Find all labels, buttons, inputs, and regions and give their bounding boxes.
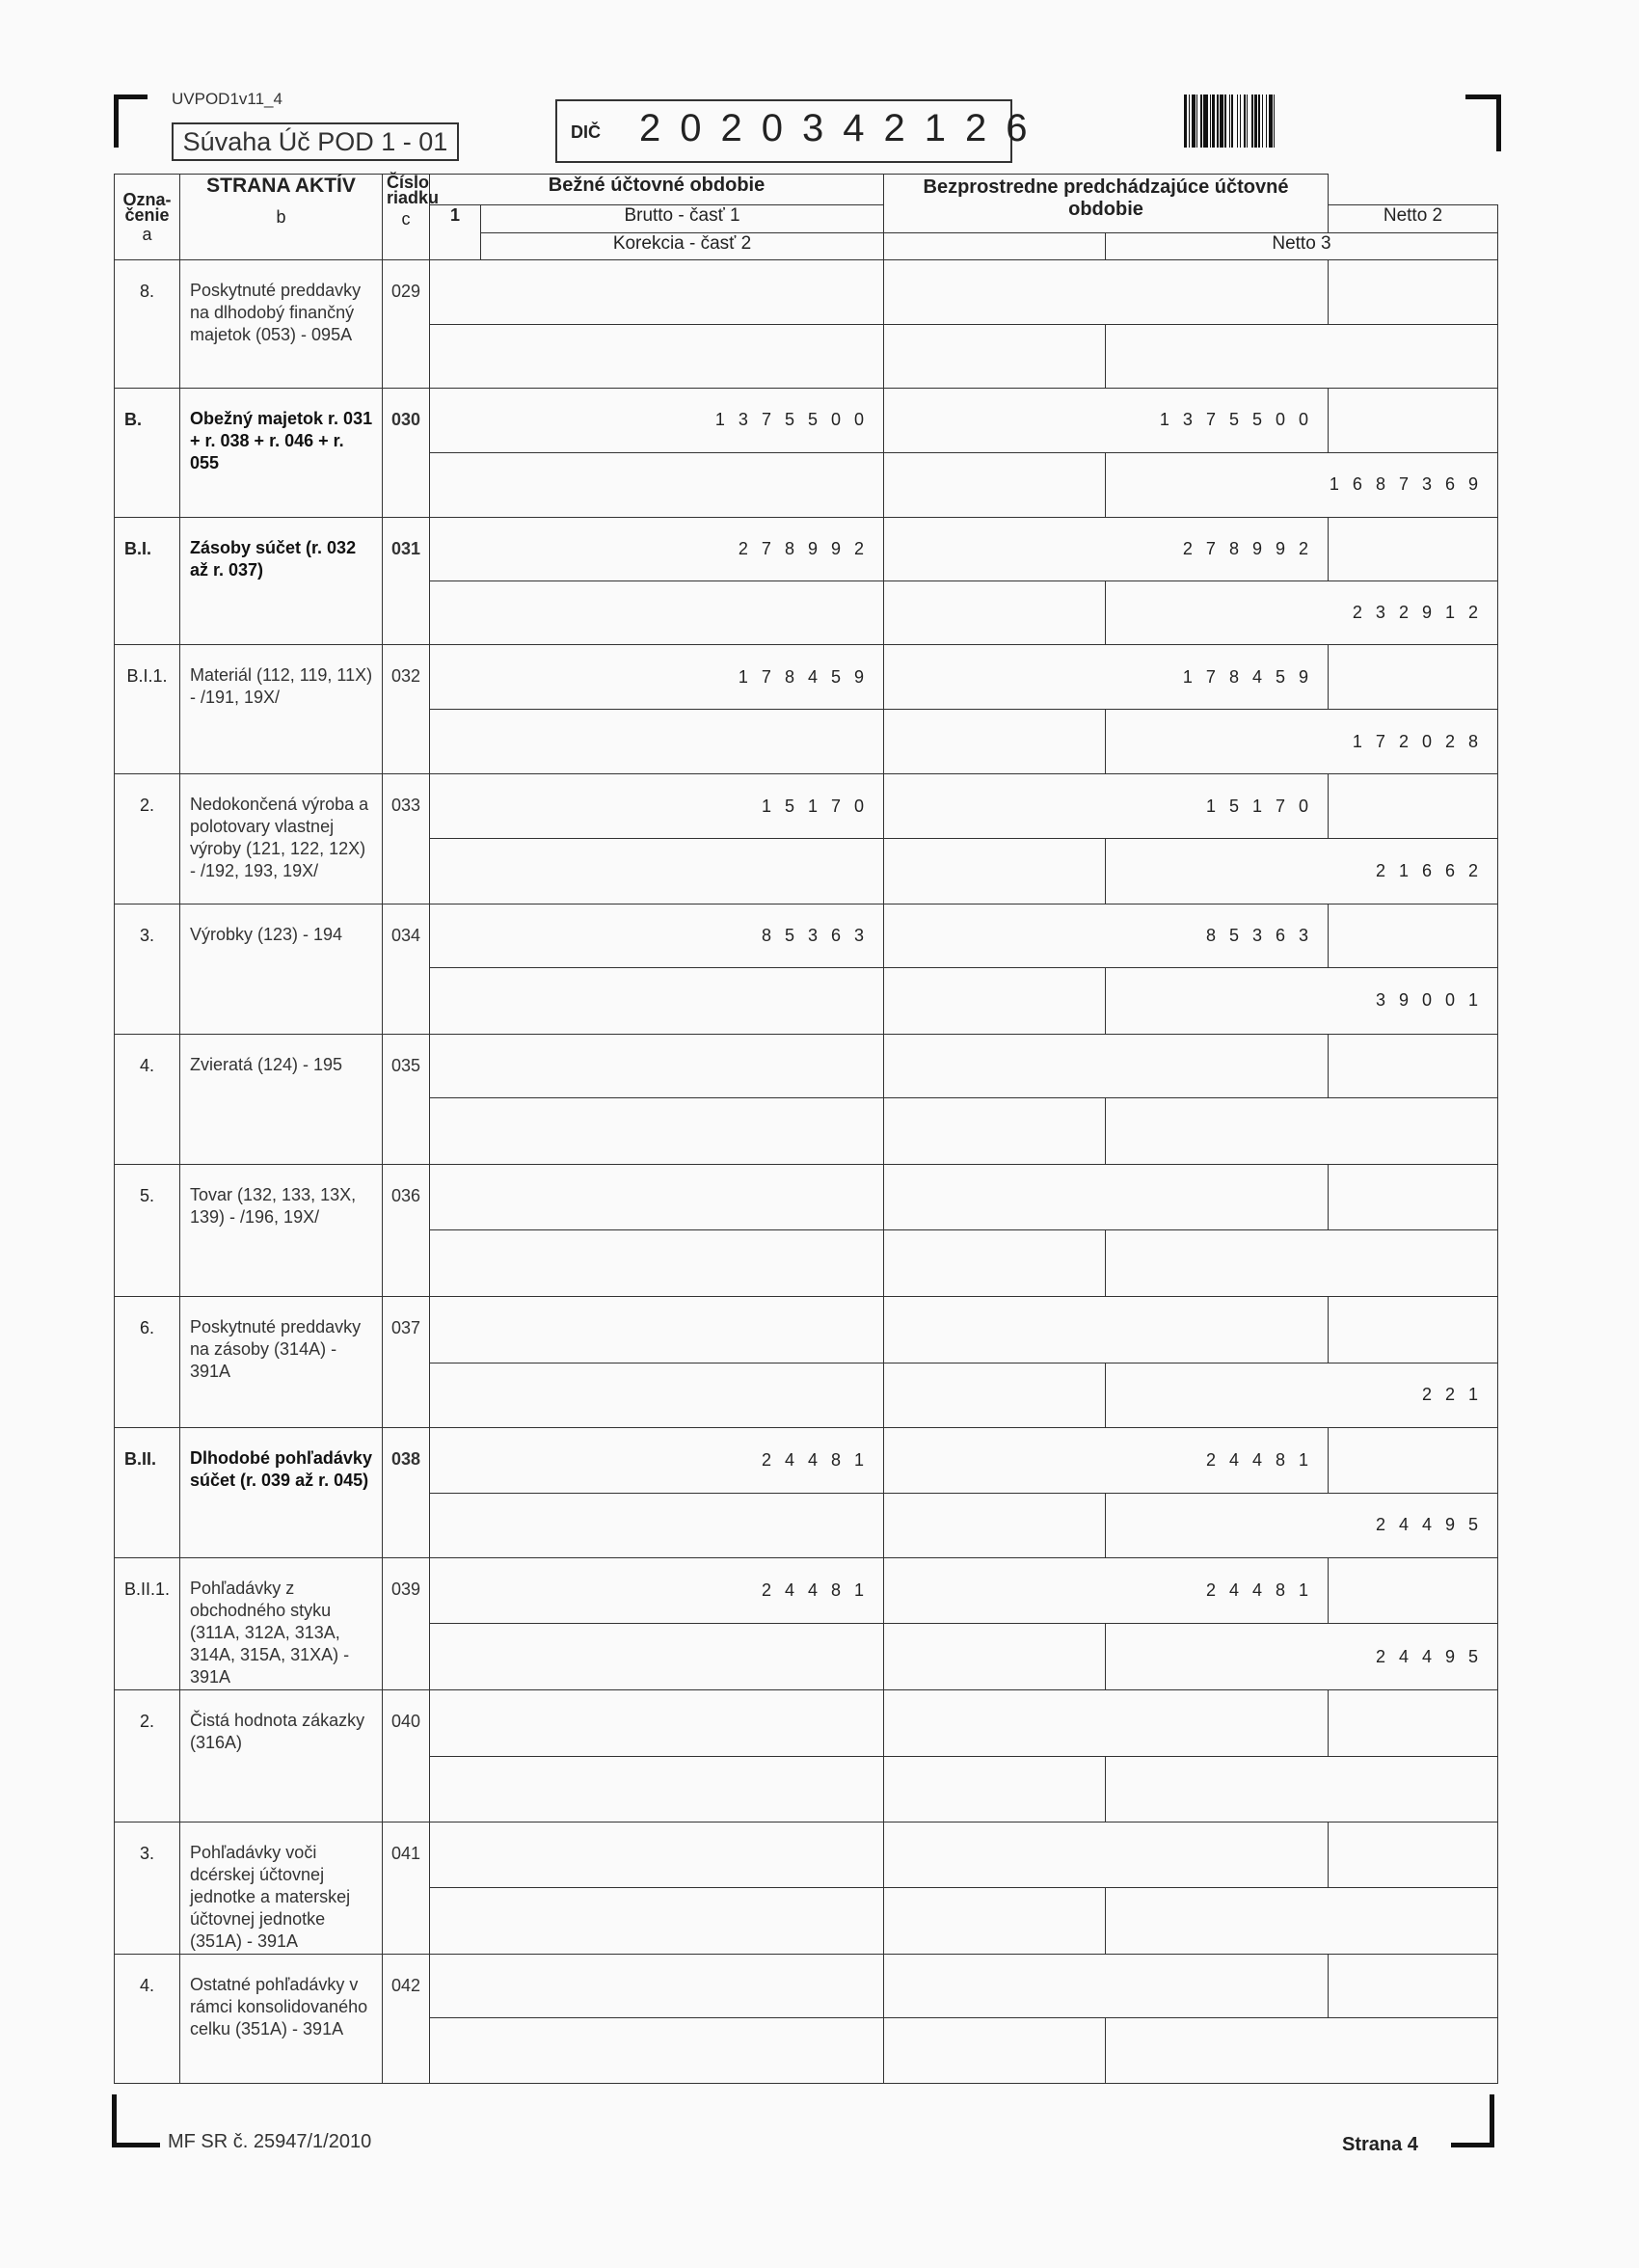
header-col-b-top: STRANA AKTÍV	[206, 175, 356, 197]
footer-reference: MF SR č. 25947/1/2010	[168, 2131, 372, 2152]
korekcia-value	[430, 968, 884, 1035]
header-col-a	[115, 175, 180, 260]
row-line-number: 037	[383, 1296, 430, 1427]
netto-blank-cell	[884, 1363, 1106, 1428]
brutto-value: 1375500	[430, 389, 884, 453]
row-label: Pohľadávky z obchodného styku (311A, 312A, 313A, 314A, 315A, 31XA) - 391A	[180, 1558, 383, 1690]
row-line-number: 035	[383, 1034, 430, 1164]
brutto-value	[430, 1296, 884, 1363]
brutto-value	[430, 1690, 884, 1757]
header-col-c	[383, 173, 440, 260]
brutto-value: 24481	[430, 1558, 884, 1624]
table-row	[115, 774, 1498, 839]
dic-label: DIČ	[571, 122, 601, 142]
korekcia-value	[430, 580, 884, 645]
table-row	[115, 260, 1498, 325]
prev-blank-cell	[1329, 1034, 1498, 1098]
brutto-value: 178459	[430, 645, 884, 710]
row-mark: 2.	[115, 774, 180, 904]
korekcia-value	[430, 452, 884, 518]
balance-sheet-table	[114, 174, 1498, 2084]
prev-blank-cell	[1329, 1428, 1498, 1494]
table-row	[115, 1822, 1498, 1888]
korekcia-value	[430, 1756, 884, 1822]
korekcia-value	[430, 2018, 884, 2084]
row-mark: B.II.1.	[115, 1558, 180, 1690]
brutto-value	[430, 1034, 884, 1098]
prev-blank-cell	[1329, 904, 1498, 968]
table-row	[115, 1296, 1498, 1363]
previous-netto-value: 172028	[1106, 709, 1498, 774]
netto-value	[884, 1164, 1329, 1230]
previous-netto-value	[1106, 1230, 1498, 1297]
row-label: Ostatné pohľadávky v rámci konsolidovaného celku (351A) - 391A	[180, 1954, 383, 2083]
brutto-value	[430, 1954, 884, 2018]
row-mark: B.	[115, 389, 180, 518]
korekcia-value	[430, 1493, 884, 1558]
row-label: Výrobky (123) - 194	[180, 904, 383, 1034]
header-previous-period: Bezprostredne predchádzajúce účtovné obdobie	[884, 175, 1329, 233]
prev-blank-cell	[1329, 1164, 1498, 1230]
table-row	[115, 1690, 1498, 1757]
row-line-number: 030	[383, 389, 430, 518]
previous-netto-value	[1106, 324, 1498, 389]
form-code: UVPOD1v11_4	[172, 90, 282, 108]
netto-blank-cell	[884, 1888, 1106, 1955]
previous-netto-value	[1106, 1888, 1498, 1955]
netto-value: 24481	[884, 1428, 1329, 1494]
netto-blank-cell	[884, 838, 1106, 904]
row-label: Poskytnuté preddavky na zásoby (314A) - 391A	[180, 1296, 383, 1427]
header-current-period: Bežné účtovné obdobie	[430, 175, 884, 205]
row-mark: B.I.1.	[115, 645, 180, 774]
header-korekcia: Korekcia - časť 2	[481, 232, 884, 259]
netto-value	[884, 1690, 1329, 1757]
korekcia-value	[430, 1098, 884, 1165]
previous-netto-value: 24495	[1106, 1493, 1498, 1558]
row-label: Dlhodobé pohľadávky súčet (r. 039 až r. 045)	[180, 1428, 383, 1558]
netto-value	[884, 1822, 1329, 1888]
row-mark: B.II.	[115, 1428, 180, 1558]
header-col-b-letter: b	[276, 207, 286, 227]
netto-value: 24481	[884, 1558, 1329, 1624]
table-row	[115, 518, 1498, 581]
korekcia-value	[430, 1363, 884, 1428]
prev-blank-cell	[1329, 1822, 1498, 1888]
netto-blank-cell	[884, 2018, 1106, 2084]
previous-netto-value: 1687369	[1106, 452, 1498, 518]
prev-blank-cell	[1329, 1954, 1498, 2018]
dic-value: 2020342126	[639, 107, 1047, 149]
row-label: Obežný majetok r. 031 + r. 038 + r. 046 + r. 055	[180, 389, 383, 518]
netto-value	[884, 260, 1329, 325]
header-netto3: Netto 3	[1106, 232, 1498, 259]
row-label: Materiál (112, 119, 11X) - /191, 19X/	[180, 645, 383, 774]
korekcia-value	[430, 709, 884, 774]
row-mark: 4.	[115, 1954, 180, 2083]
netto-blank-cell	[884, 1493, 1106, 1558]
row-mark: 3.	[115, 904, 180, 1034]
header-brutto: Brutto - časť 1	[481, 205, 884, 232]
header-col-c-letter: c	[401, 209, 411, 229]
korekcia-value	[430, 324, 884, 389]
prev-blank-cell	[1329, 518, 1498, 581]
row-label: Poskytnuté preddavky na dlhodobý finančný majetok (053) - 095A	[180, 260, 383, 389]
barcode	[1184, 94, 1411, 148]
row-line-number: 031	[383, 518, 430, 645]
netto-value: 278992	[884, 518, 1329, 581]
netto-value: 15170	[884, 774, 1329, 839]
row-label: Pohľadávky voči dcérskej účtovnej jednotke a materskej účtovnej jednotke (351A) - 391A	[180, 1822, 383, 1954]
row-line-number: 041	[383, 1822, 430, 1954]
prev-blank-cell	[1329, 1690, 1498, 1757]
corner-mark-bottom-left	[112, 2094, 160, 2147]
netto-blank-cell	[884, 580, 1106, 645]
row-line-number: 033	[383, 774, 430, 904]
header-netto2: Netto 2	[1329, 205, 1498, 232]
korekcia-value	[430, 1888, 884, 1955]
previous-netto-value: 221	[1106, 1363, 1498, 1428]
table-row	[115, 1034, 1498, 1098]
table-row	[115, 645, 1498, 710]
row-line-number: 036	[383, 1164, 430, 1296]
header-col-1: 1	[430, 205, 481, 260]
row-mark: 5.	[115, 1164, 180, 1296]
brutto-value: 85363	[430, 904, 884, 968]
row-line-number: 040	[383, 1690, 430, 1822]
netto-value: 178459	[884, 645, 1329, 710]
row-label: Tovar (132, 133, 13X, 139) - /196, 19X/	[180, 1164, 383, 1296]
barcode-bar	[1275, 94, 1276, 148]
table-row	[115, 904, 1498, 968]
netto-blank-cell	[884, 968, 1106, 1035]
row-line-number: 038	[383, 1428, 430, 1558]
netto-blank-cell	[884, 452, 1106, 518]
netto-value	[884, 1954, 1329, 2018]
netto-value: 1375500	[884, 389, 1329, 453]
previous-netto-value	[1106, 1756, 1498, 1822]
previous-netto-value	[1106, 1098, 1498, 1165]
brutto-value: 24481	[430, 1428, 884, 1494]
netto-blank-cell	[884, 1098, 1106, 1165]
row-line-number: 029	[383, 260, 430, 389]
table-row	[115, 1954, 1498, 2018]
brutto-value: 15170	[430, 774, 884, 839]
prev-blank-cell	[1329, 645, 1498, 710]
corner-mark-top-left	[114, 94, 148, 148]
netto-blank-cell	[884, 1623, 1106, 1690]
header-col-c-top: Číslo riadku	[387, 173, 440, 207]
row-label: Nedokončená výroba a polotovary vlastnej výroby (121, 122, 12X) - /192, 193, 19X/	[180, 774, 383, 904]
netto-value: 85363	[884, 904, 1329, 968]
row-line-number: 042	[383, 1954, 430, 2083]
netto-blank-cell	[884, 324, 1106, 389]
brutto-value	[430, 260, 884, 325]
header-col-a-letter: a	[142, 225, 152, 245]
prev-blank-cell	[1329, 389, 1498, 453]
previous-netto-value: 232912	[1106, 580, 1498, 645]
row-mark: 4.	[115, 1034, 180, 1164]
row-mark: 8.	[115, 260, 180, 389]
netto-blank-cell	[884, 1230, 1106, 1297]
previous-netto-value	[1106, 2018, 1498, 2084]
row-mark: 2.	[115, 1690, 180, 1822]
prev-blank-cell	[1329, 1296, 1498, 1363]
header-netto2-blank	[884, 232, 1106, 259]
row-line-number: 032	[383, 645, 430, 774]
table-row	[115, 1558, 1498, 1624]
row-mark: 3.	[115, 1822, 180, 1954]
prev-blank-cell	[1329, 774, 1498, 839]
prev-blank-cell	[1329, 1558, 1498, 1624]
netto-value	[884, 1034, 1329, 1098]
previous-netto-value: 39001	[1106, 968, 1498, 1035]
row-mark: 6.	[115, 1296, 180, 1427]
korekcia-value	[430, 1230, 884, 1297]
corner-mark-bottom-right	[1451, 2094, 1494, 2147]
table-row	[115, 1164, 1498, 1230]
corner-mark-top-right	[1465, 94, 1501, 151]
header-col-b	[180, 175, 383, 260]
dic-box	[555, 99, 1047, 163]
korekcia-value	[430, 838, 884, 904]
table-row	[115, 1428, 1498, 1494]
footer-page-number: Strana 4	[1342, 2134, 1418, 2155]
netto-value	[884, 1296, 1329, 1363]
form-title: Súvaha Úč POD 1 - 01	[172, 122, 459, 161]
header-col-a-top: Ozna- čenie	[122, 190, 172, 226]
row-label: Zásoby súčet (r. 032 až r. 037)	[180, 518, 383, 645]
row-line-number: 039	[383, 1558, 430, 1690]
netto-blank-cell	[884, 1756, 1106, 1822]
korekcia-value	[430, 1623, 884, 1690]
row-label: Zvieratá (124) - 195	[180, 1034, 383, 1164]
table-row	[115, 389, 1498, 453]
brutto-value: 278992	[430, 518, 884, 581]
row-line-number: 034	[383, 904, 430, 1034]
previous-netto-value: 24495	[1106, 1623, 1498, 1690]
netto-blank-cell	[884, 709, 1106, 774]
prev-blank-cell	[1329, 260, 1498, 325]
brutto-value	[430, 1822, 884, 1888]
brutto-value	[430, 1164, 884, 1230]
row-mark: B.I.	[115, 518, 180, 645]
row-label: Čistá hodnota zákazky (316A)	[180, 1690, 383, 1822]
previous-netto-value: 21662	[1106, 838, 1498, 904]
